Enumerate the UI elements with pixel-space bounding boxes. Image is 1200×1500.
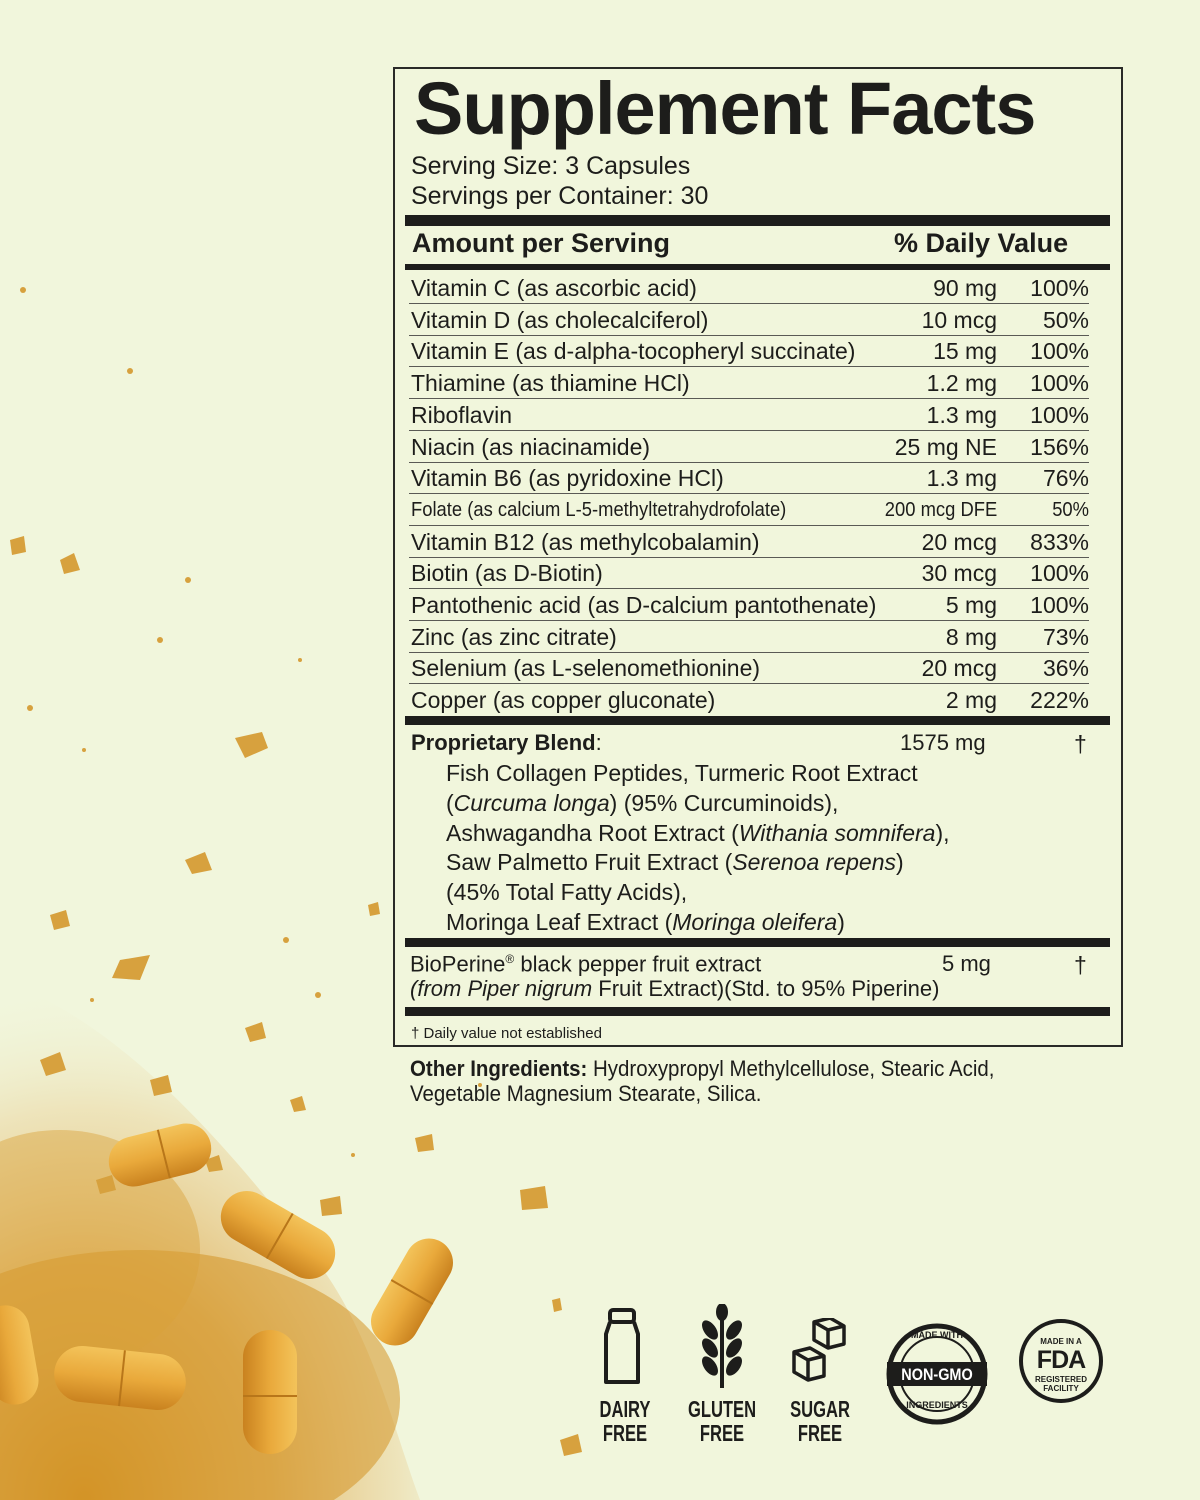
nutrient-amount: 25 mg NE (894, 433, 997, 460)
bioperine-dv: † (1074, 952, 1087, 978)
nutrient-dv: 76% (1042, 465, 1089, 492)
nutrient-name: Vitamin C (as ascorbic acid) (411, 275, 697, 301)
medium-rule (405, 264, 1110, 270)
nutrient-row (409, 305, 1089, 336)
serving-size: Serving Size: 3 Capsules (411, 152, 691, 180)
thick-rule (405, 1007, 1110, 1016)
nutrient-dv: 100% (1030, 560, 1089, 587)
nutrient-dv: 156% (1030, 433, 1089, 460)
nutrient-amount: 5 mg (945, 592, 997, 618)
nutrient-name: Niacin (as niacinamide) (411, 433, 651, 460)
nutrient-name: Copper (as copper gluconate) (411, 687, 716, 714)
thick-rule (405, 215, 1110, 226)
blend-ingredient: Ashwagandha Root Extract (Withania somnifera), (446, 820, 950, 846)
nutrient-row (409, 336, 1089, 367)
nutrient-name: Selenium (as L-selenomethionine) (411, 655, 761, 682)
nutrient-name: Zinc (as zinc citrate) (411, 623, 617, 650)
proprietary-blend-label: Proprietary Blend: (411, 730, 602, 755)
servings-per-container: Servings per Container: 30 (411, 182, 709, 210)
thick-rule (405, 938, 1110, 947)
nutrient-dv: 833% (1030, 528, 1089, 555)
nutrient-amount: 1.3 mg (926, 401, 997, 428)
nutrient-amount: 20 mcg (921, 655, 997, 682)
non-gmo-bottom: INGREDIENTS (906, 1400, 968, 1410)
nutrient-row (409, 368, 1089, 399)
nutrient-dv: 100% (1030, 338, 1089, 365)
nutrient-row (409, 558, 1089, 589)
thick-rule (405, 716, 1110, 725)
nutrient-amount: 90 mg (933, 275, 997, 301)
milk-bottle-icon (602, 1308, 642, 1386)
nutrient-row (409, 495, 1089, 526)
nutrient-dv: 50% (1052, 498, 1089, 521)
nutrient-row (409, 622, 1089, 653)
nutrient-row (409, 527, 1089, 558)
nutrient-dv: 100% (1030, 370, 1089, 397)
gluten-free-label: GLUTEN FREE (687, 1396, 757, 1446)
proprietary-blend-amount: 1575 mg (900, 730, 986, 755)
panel-title: Supplement Facts (414, 67, 1036, 150)
nutrient-amount: 30 mcg (921, 560, 997, 587)
non-gmo-mid: NON-GMO (901, 1365, 973, 1384)
blend-ingredient: (45% Total Fatty Acids), (446, 879, 688, 905)
nutrient-dv: 100% (1030, 401, 1089, 428)
blend-ingredient: Fish Collagen Peptides, Turmeric Root Extract (446, 760, 918, 786)
blend-ingredient: Saw Palmetto Fruit Extract (Serenoa repens) (446, 849, 904, 875)
nutrient-row (409, 400, 1089, 431)
other-ingredients-cont: Vegetable Magnesium Stearate, Silica. (410, 1081, 762, 1106)
nutrient-amount: 8 mg (945, 623, 997, 650)
nutrient-name: Folate (as calcium L-5-methyltetrahydrofolate) (411, 498, 787, 521)
daily-value-header: % Daily Value (894, 228, 1069, 258)
blend-ingredient: Moringa Leaf Extract (Moringa oleifera) (446, 909, 845, 935)
nutrient-row (409, 590, 1089, 621)
nutrient-dv: 50% (1042, 306, 1089, 333)
nutrient-amount: 200 mcg DFE (884, 498, 997, 521)
sugar-cubes-icon (790, 1318, 850, 1382)
fda-mid: FDA (1036, 1346, 1086, 1374)
nutrient-row (409, 463, 1089, 494)
nutrient-amount: 1.2 mg (926, 370, 997, 397)
bioperine-line: BioPerine® black pepper fruit extract (410, 951, 762, 977)
nutrient-name: Biotin (as D-Biotin) (411, 560, 603, 587)
blend-ingredient: (Curcuma longa) (95% Curcuminoids), (446, 790, 839, 816)
nutrient-dv: 222% (1030, 687, 1089, 714)
nutrient-row (409, 653, 1089, 684)
nutrient-dv: 100% (1030, 275, 1089, 301)
proprietary-blend-dv: † (1074, 731, 1087, 757)
sugar-free-label: SUGAR FREE (790, 1396, 850, 1446)
nutrient-name: Vitamin B6 (as pyridoxine HCl) (411, 465, 724, 492)
nutrient-name: Vitamin B12 (as methylcobalamin) (411, 528, 760, 555)
non-gmo-top: MADE WITH (911, 1330, 963, 1340)
nutrient-name: Thiamine (as thiamine HCl) (411, 370, 690, 397)
nutrient-amount: 20 mcg (921, 528, 997, 555)
bioperine-source: (from Piper nigrum Fruit Extract)(Std. to 95% Piperine) (410, 976, 940, 1001)
nutrient-dv: 73% (1042, 623, 1089, 650)
nutrient-row (409, 432, 1089, 463)
wheat-icon (695, 1304, 749, 1390)
dairy-free-label: DAIRY FREE (599, 1396, 651, 1446)
nutrient-amount: 1.3 mg (926, 465, 997, 492)
bioperine-amount: 5 mg (942, 951, 991, 976)
fda-top: MADE IN A (1040, 1337, 1082, 1346)
nutrient-row (409, 273, 1089, 304)
nutrient-amount: 10 mcg (921, 306, 997, 333)
amount-per-serving-header: Amount per Serving (412, 228, 671, 258)
nutrient-name: Vitamin E (as d-alpha-tocopheryl succinate) (411, 338, 856, 365)
nutrient-row (409, 685, 1089, 716)
nutrient-name: Pantothenic acid (as D-calcium pantothenate) (411, 592, 877, 618)
footnote: † Daily value not established (411, 1025, 602, 1042)
nutrient-amount: 15 mg (933, 338, 997, 365)
fda-bottom: REGISTERED FACILITY (1034, 1375, 1087, 1393)
other-ingredients: Other Ingredients: Hydroxypropyl Methylcellulose, Stearic Acid, (410, 1056, 995, 1081)
nutrient-dv: 100% (1030, 592, 1089, 618)
nutrient-name: Vitamin D (as cholecalciferol) (411, 306, 709, 333)
nutrient-amount: 2 mg (945, 687, 997, 714)
nutrient-dv: 36% (1042, 655, 1089, 682)
nutrient-name: Riboflavin (411, 401, 512, 428)
